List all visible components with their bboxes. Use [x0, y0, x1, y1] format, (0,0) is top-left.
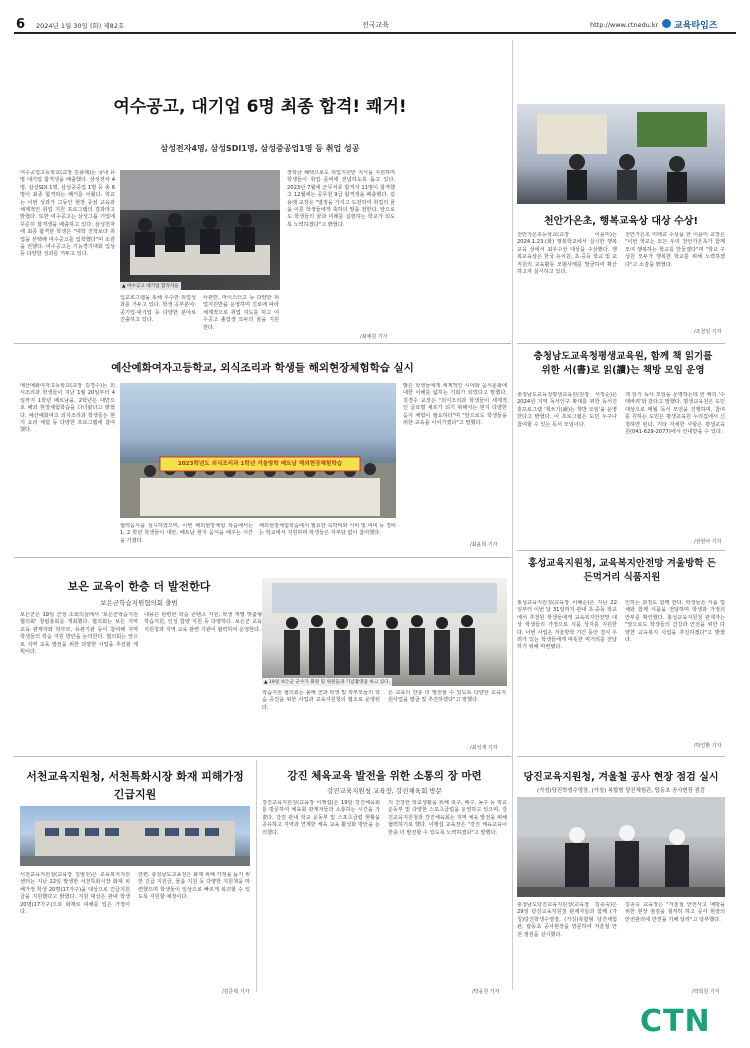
building-photo-icon [20, 806, 250, 866]
art8-col2: 의 건강한 학교생활을 위해 축구, 배구, 농구 등 학교운동부 및 다양한 스포츠클럽을 운영하고 있으며, 강진교육지원청과 강진체육회는 지역 체육 발전을 위해 협력하기로 했다. 이행섭 교육장은 "강진 체육교육이 한층 더 발전할 수 있도록 노력하겠다"고 말했다. [388, 800, 507, 836]
art2-col4: 많은 학생들에게 세계적인 시야와 음식문화에 대한 이해를 넓히는 기회가 되었다고 말했다. 김경수 교장은 "외식조리과 학생들이 세계적인 글로벌 셰프가 되기 위해서는 현지 다양한 음식 체험이 필요하다"며 "앞으로도 학생들을 위한 교육을 이어가겠다"고 말했다. [403, 383, 507, 427]
art6-title: 홍성교육지원청, 교육복지안전망 겨울방학 든든먹거리 식품지원 [528, 558, 716, 583]
art2-col2: 협력음식을 실시하였으며, 이번 해외현장체험 학습에서는 1, 2 학년 학생들이 대만, 베트남 현지 음식을 배우는 시간을 가졌다. [120, 523, 253, 544]
art1-subtitle: 삼성전자4명, 삼성SDI1명, 삼성중공업1명 등 취업 성공 [160, 144, 360, 153]
footer-logo: CTN [640, 1004, 711, 1039]
divider [517, 756, 725, 757]
art5-photo-caption: ▲ 19일 보은군 군수가 회원 및 위원들과 기념촬영을 하고 있다. [264, 680, 391, 685]
art3-col2: 천안가온초 미래교 수상을 한 이윤미 교장은 "이번 학교는 모든 우리 천안가온초가 함께 모여 행복하는 학교를 만들겠다"며 "학교 구성원 모두가 행복한 학교를 위해 노력하겠다"고 소감을 밝혔다. [625, 232, 725, 268]
art5-photo [262, 578, 507, 686]
brand-name: 교육타임즈 [674, 21, 718, 31]
art8-title: 강진 체육교육 발전을 위한 소통의 장 마련 [287, 770, 482, 782]
art1-col4: 장학금 혜택으로도 취업지원반 지식을 지원하며 학생들이 취업 준비에 전념하도록 돕고 있다. 2023년 7월에 군무서류 합격자 11명이 합격했고 12월에는 공무원 9급 합격생을 배출했다. 김용래 교장은 "열정을 가지고 도전하여 취업의 꿈을 이룬 학생들에게 축하의 말을 전한다. 앞으로도 학생들의 꿈과 미래를 실현하는 학교가 되도록 노력하겠다"고 밝혔다. [287, 170, 395, 228]
art1-photo-caption: ▲ 여수공고 대기업 합격자들 [122, 284, 179, 289]
brand-logo-icon [662, 19, 671, 28]
art5-col3: 학습지원 협의회는 올해 군과 학생 및 학부모들의 학습 증진을 위한 사업과 교육지원청의 협조로 운영된다. [262, 690, 380, 711]
header-url[interactable]: http://www.ctnedu.kr [590, 21, 659, 29]
art7-title: 서천교육지원청, 서천특화시장 화재 피해가정 긴급지원 [26, 770, 244, 801]
art7-col1: 서천교육지원청(교육장 김병천)은 교육복지지원센터는 지난 22일 발생한 서천특화시장 화재 피해가정 학생 20명(17가구)을 대상으로 긴급지원금을 지원했다고 밝혔다. 지원 대상은 관내 학생 20명(17가구)으로 화재로 피해를 입은 가정이다. [20, 872, 130, 916]
art5-col2: 내용은 관련한 학습 콘텐츠 지원, 학생 개별 맞춤형 학습지원, 인성 함양 지원 등 다양하다. 보은군 교육지원청과 지역 교육 관련 기관이 협력하여 운영한다. [144, 612, 262, 633]
art4-credit: /권현아 기자 [694, 539, 722, 545]
art3-col1: 천안가온초등학교(교장 이윤미)는 2024.1.23.(화) 행복학교에서 실시한 행복교육 상에서 최우수상 대상을 수상했다. 행복교육상은 한국 유치원, 초·중등 학교 및 교직원의 교육활동 모범사례를 발굴하여 확산하고자 실시하고 있다. [517, 232, 617, 276]
art9-col2: 김종숙 교육장은 "겨울철 안전사고 예방을 위한 현장 점검을 철저히 하고 공사 현장의 안전관리에 만전을 기해 달라"고 당부했다. [625, 902, 725, 923]
art5-credit: /최석재 기자 [470, 745, 498, 751]
art1-photo-2 [282, 170, 286, 290]
group-photo-icon [120, 383, 396, 518]
art5-title: 보은 교육이 한층 더 발전한다 [67, 580, 211, 593]
art3-credit: /조청일 기자 [694, 329, 722, 335]
art6-col2: 인하는 과정도 함께 한다. 학생들은 식품 업체와 함께 식품을 전달하며 학생과 가정의 안부를 확인했다. 홍성교육지원청 관계자는 "앞으로도 학생들의 건강과 안전을 위한 다양한 교육복지 사업을 추진하겠다"고 밝혔다. [625, 600, 725, 644]
art2-col3: 해외현장체험학습에서 필요한 숙박비와 식비 및 여비 등 경비는 학교에서 지원하며 학생들은 자부담 없이 참여했다. [259, 523, 396, 537]
art6-credit: /박진환 기자 [694, 743, 722, 749]
art9-title: 당진교육지원청, 겨울철 공사 현장 점검 실시 [523, 772, 719, 783]
art9-credit: /박희원 기자 [692, 989, 720, 995]
award-photo-icon [517, 104, 725, 204]
divider [517, 550, 725, 551]
ceremony-photo-icon [262, 578, 507, 686]
divider [14, 557, 511, 558]
art2-credit: /최윤희 기자 [470, 542, 498, 548]
section-label: 전국교육 [362, 21, 390, 29]
divider [14, 756, 511, 757]
art5-col4: 은 교육의 한층 더 발전할 수 있도록 다양한 교육지원사업을 발굴 및 추진하겠다"고 말했다. [388, 690, 506, 704]
students-photo-icon [120, 170, 280, 290]
art8-col1: 강진교육지원청(교육장 이행섭)은 19일 강진체육회를 방문하여 체육회 관계자들과 소통하는 시간을 가졌다. 강진 관내 학교 운동부 및 스포츠클럽 현황을 공유하고 지역과 연계한 체육 교육 활성화 방안을 논의했다. [262, 800, 380, 836]
art4-col1: 충청남도교육청평생교육원(원장 서정순)은 2024년 지역 독서인구 확대를 위한 독서진흥프로그램 '책쓰기(讀)는 책방 모임'을 운영한다고 밝혔다. 이 프로그램은 도민 누구나 참여할 수 있는 독서 모임이다. [517, 392, 617, 428]
page-header [14, 14, 736, 32]
art1-photo [120, 170, 280, 290]
art1-title: 여수공고, 대기업 6명 최종 합격! 쾌거! [113, 97, 407, 117]
art2-photo-banner: 2023학년도 외식조리과 1학년 겨울방학 베트남 해외현장체험학습 [177, 461, 343, 467]
column-divider [512, 40, 513, 990]
art7-photo [20, 806, 250, 866]
art3-photo [517, 104, 725, 204]
art9-col1: 충청남도당진교육지원청(교육장 김종숙)은 29일 당진교육지원청 관계자들과 함께 (가칭)당진학생수영장, (가칭)복합형 당진체험관, 탑동초 공사현장을 방문하여 겨울철 안전 점검을 실시했다. [517, 902, 617, 938]
construction-photo-icon [517, 797, 725, 897]
art2-title: 예산예화여자고등학교, 외식조리과 학생들 해외현장체험학습 실시 [111, 362, 414, 374]
art9-photo [517, 797, 725, 897]
art2-photo [120, 383, 396, 518]
art4-col2: 책 읽기 독서 모임을 운영하는데 한 해의 '수레바퀴'와 같다고 말했다. 평생교육원은 도민 대상으로 매월 독서 모임을 진행하며, 참여를 원하는 도민은 평생교육원 누리집에서 신청하면 된다. 기타 자세한 사항은 평생교육원(041-629-2077)에서 안내받을 수 있다. [625, 392, 725, 436]
divider [517, 343, 725, 344]
page-number: 6 [16, 17, 26, 32]
art8-subtitle: 강진교육지원청 교육장, 강진체육회 방문 [326, 787, 442, 795]
art9-subtitle: (가칭)당진학생수영장, (가칭) 복합형 당진체험관, 탑동초 공사현장 점검 [537, 788, 705, 794]
art3-title: 천안가온초, 행복교육상 대상 수상! [543, 216, 699, 227]
art1-col2: 입교로그램을 통해 우수한 취업성과를 거두고 있다. 학생 공부분야: 공기업·대기업 등 다양한 분야로 진출하고 있다. [120, 295, 196, 324]
art1-col1: 여수공업고등학교(교장 김용래)는 국내 유명 대기업 합격생을 배출했다. 삼성전자 4명, 삼성SDI 1명, 삼성중공업 1명 등 총 6명이 최종 합격하는 쾌거를 이뤘다. 학교는 이번 성과가 그동안 현장 중심 교육과 체계적인 취업 지원 프로그램의 결과라고 밝혔다. 또한 여수공고는 삼성그룹 기업에 꾸준히 합격생을 배출하고 있다. 삼성전자에 최종 합격한 학생은 "대학 진학보다 취업을 선택해 여수공고를 입학했다"며 소감을 전했다. 여수공고는 기능경기대회 입상 등 다양한 성과를 거두고 있다. [20, 170, 115, 258]
art7-credit: /김준혁 기자 [222, 989, 250, 995]
art1-col3: 사관반, 마이스터고 등 다양한 취업지원반을 운영하며 진로에 따라 체계적으로 취업 지도를 하고 여수공고 졸업생 모두의 꿈을 지원한다. [203, 295, 279, 331]
art1-credit: /최예원 기자 [360, 334, 388, 340]
art5-col1: 보은군은 19일 군청 소회의실에서 '보은군학습지원협의회' 창립총회를 개최했다. 협의회는 보은 지역 교육 관계자와 학부모, 유관기관 등이 참여해 지역 학생들의 학습 지원 방안을 논의한다. 협의회는 앞으로 지역 교육 발전을 위한 다양한 사업을 추진할 계획이다. [20, 612, 138, 656]
art8-credit: /박웅원 기자 [472, 989, 500, 995]
column-divider [256, 760, 257, 992]
art2-col1: 예산예화여자고등학교(교장 김경수)는 외식조리과 학생들이 지난 1월 20일부터 4일까지 1학년 베트남을, 2학년은 대만으로 해외 현장체험학습을 다녀왔다고 밝혔다. 예산예화여고 외식조리과 학생들은 현지 요리 체험 등 다양한 프로그램에 참여했다. [20, 383, 115, 434]
header-rule [14, 32, 736, 34]
issue-date: 2024년 1월 30일 (화) 제82호 [36, 22, 125, 30]
divider [14, 343, 511, 344]
art6-col1: 홍성교육지원청(교육장 이혜순)은 지난 22일부터 이번 달 31일까지 관내 초·중등 학교에서 추천된 학생들에게 교육복지안전망 대상 학생들의 가정으로 식품 상자를 지원한다. 이번 사업은 겨울방학 기간 동안 결식 우려가 있는 학생들에게 따뜻한 먹거리를 전달하기 위해 마련됐다. [517, 600, 617, 651]
art5-subtitle: 보은군학습지원협의회 출범 [100, 599, 178, 607]
art7-col2: 한편, 충청남도교육청은 화재 피해 가정을 돕기 위한 긴급 지원금, 물품 지원 등 다양한 지원책을 마련했으며 학생들이 일상으로 빠르게 복귀할 수 있도록 지원할 예정이다. [138, 872, 250, 901]
art4-title: 충청남도교육청평생교육원, 함께 책 읽기를 위한 서(書)로 읽(讀)는 책방 모임 운영 [533, 351, 713, 376]
